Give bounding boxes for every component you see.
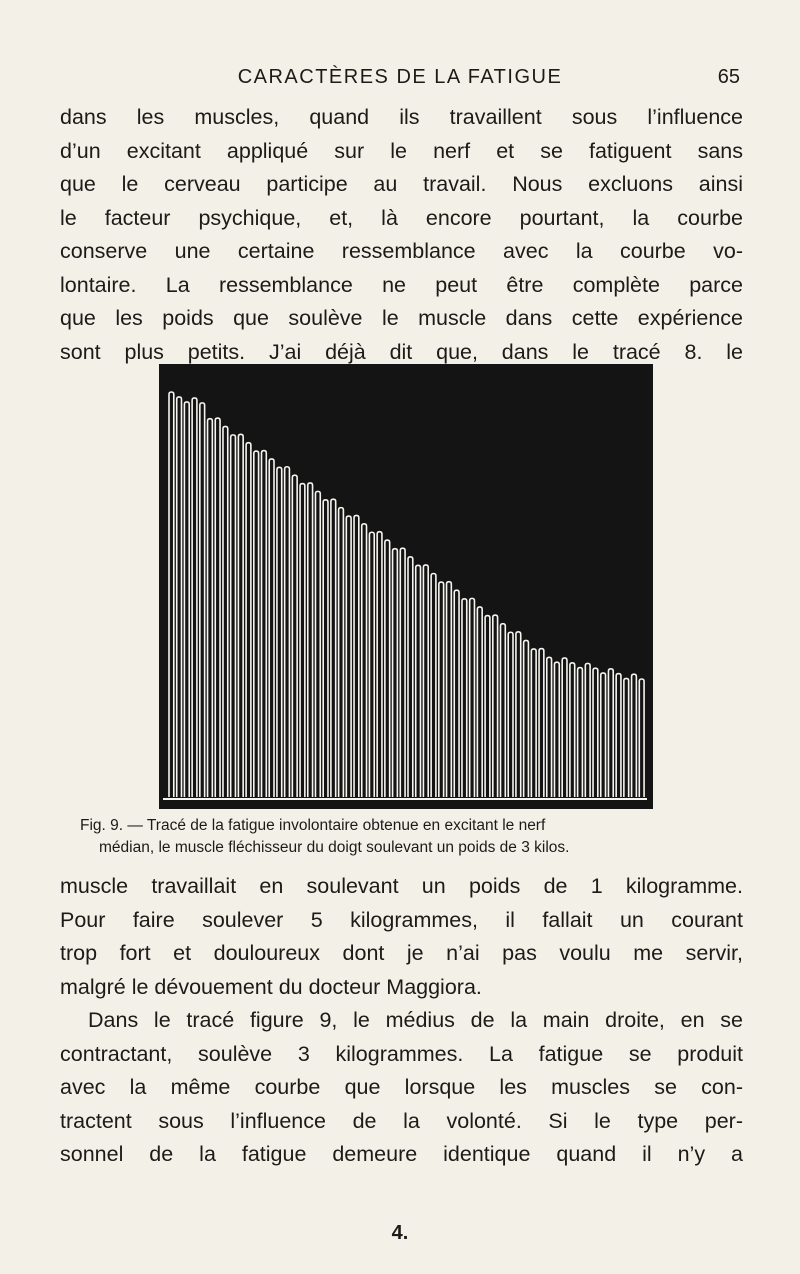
text-line: contractant, soulève 3 kilogrammes. La fatigue se produit <box>60 1041 743 1066</box>
text-line: sont plus petits. J’ai déjà dit que, dans le tracé 8. le <box>60 339 743 364</box>
caption-line: Fig. 9. — Tracé de la fatigue involontaire obtenue en excitant le nerf <box>80 817 546 834</box>
text-line: dans les muscles, quand ils travaillent sous l’influence <box>60 105 743 129</box>
text-line: Pour faire soulever 5 kilogrammes, il fallait un courant <box>60 907 743 932</box>
text-line: d’un excitant appliqué sur le nerf et se fatiguent sans <box>60 138 743 163</box>
text-line: que les poids que soulève le muscle dans cette expérience <box>60 306 743 330</box>
text-line: sonnel de la fatigue demeure identique quand il n’y a <box>60 1142 743 1166</box>
tracing-background <box>159 364 653 809</box>
running-head <box>0 66 800 96</box>
text-line: lontaire. La ressemblance ne peut être complète parce <box>60 272 743 297</box>
chapter-title: CARACTÈRES DE LA FATIGUE <box>237 66 563 88</box>
text-line: Dans le tracé figure 9, le médius de la main droite, en se <box>88 1008 743 1032</box>
caption-line: médian, le muscle fléchisseur du doigt soulevant un poids de 3 kilos. <box>99 839 570 856</box>
text-line: avec la même courbe que lorsque les muscles se con- <box>60 1075 743 1099</box>
text-line: le facteur psychique, et, là encore pourtant, la courbe <box>60 205 743 230</box>
figure-caption <box>80 815 725 859</box>
text-line: que le cerveau participe au travail. Nous excluons ainsi <box>60 172 743 196</box>
text-line: trop fort et douloureux dont je n’ai pas voulu me servir, <box>60 941 743 965</box>
fatigue-tracing-figure <box>159 364 653 809</box>
paragraph-after-figure <box>60 870 743 1172</box>
kymograph-tracing <box>159 364 653 809</box>
page-number: 65 <box>717 66 740 88</box>
text-line: muscle travaillait en soulevant un poids de 1 kilogramme. <box>60 874 743 898</box>
text-line: tractent sous l’influence de la volonté. Si le type per- <box>60 1108 743 1133</box>
paragraph-before-figure <box>60 101 743 369</box>
signature-mark: 4. <box>391 1222 409 1244</box>
text-line: conserve une certaine ressemblance avec la courbe vo- <box>60 239 743 263</box>
text-line: malgré le dévouement du docteur Maggiora. <box>60 974 482 999</box>
